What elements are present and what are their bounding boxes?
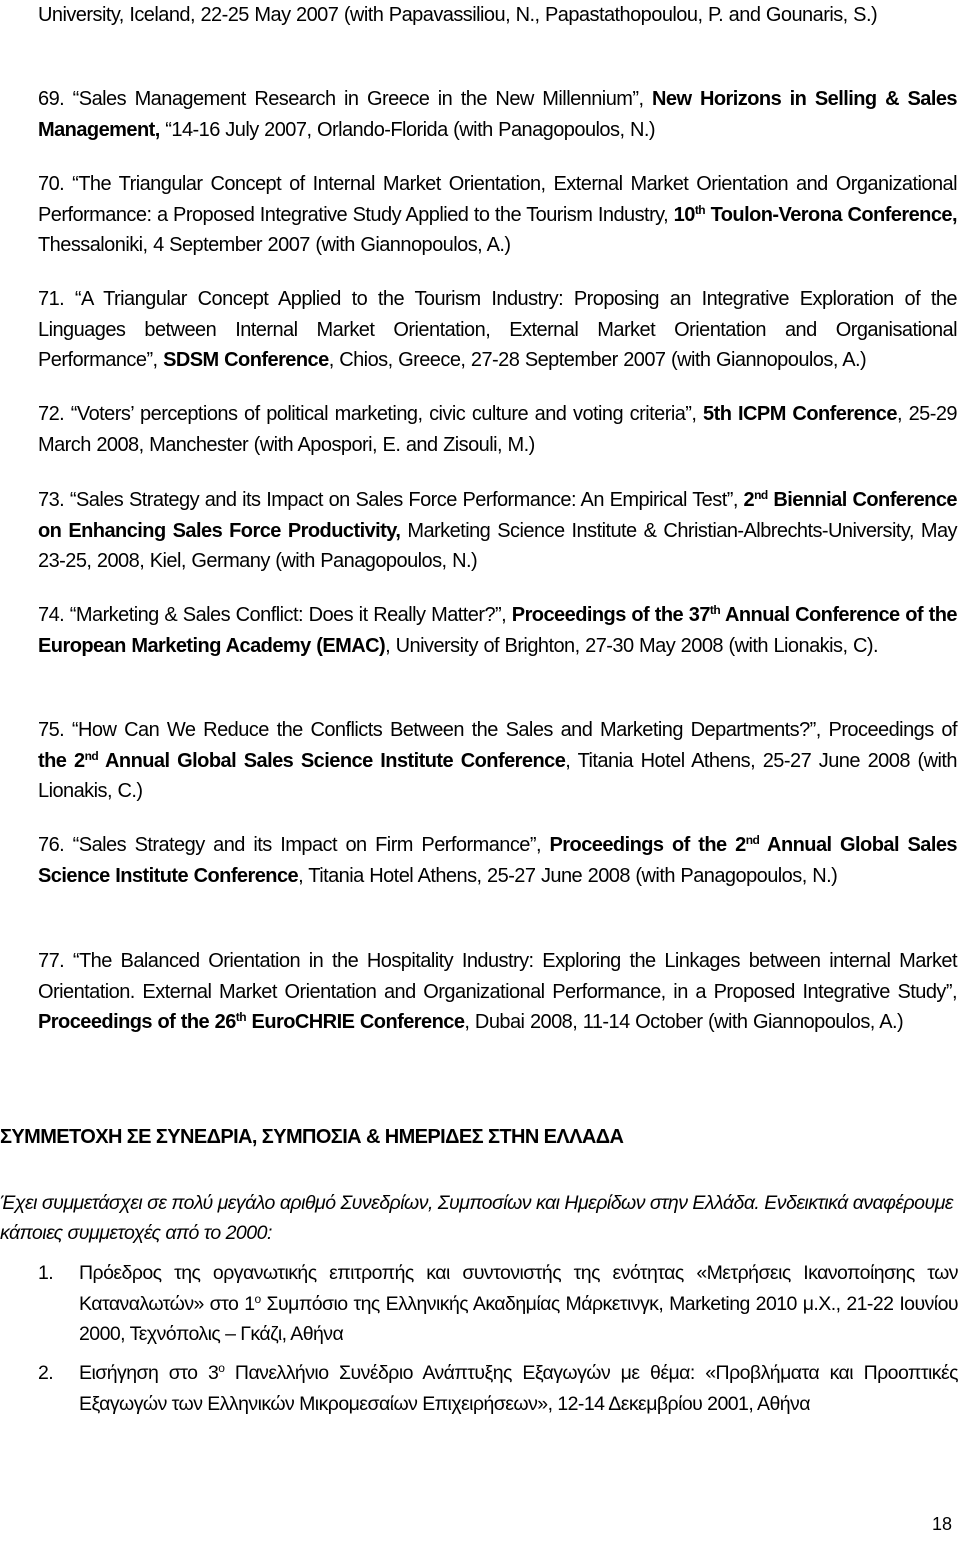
entry-74: 74. “Marketing & Sales Conflict: Does it Really Matter?”, Proceedings of the 37th Annual Conference of the European Marketing Academy (EMAC), University of Brighton, 27-30 May 2008 (with Lionakis, C). <box>38 600 957 661</box>
list-number: 1. <box>38 1262 54 1284</box>
entry-number: 74. <box>38 604 65 626</box>
entry-number: 76. <box>38 834 65 856</box>
section-heading: ΣΥΜΜΕΤΟΧΗ ΣΕ ΣΥΝΕΔΡΙΑ, ΣΥΜΠΟΣΙΑ & ΗΜΕΡΙΔΕΣ ΣΤΗΝ ΕΛΛΑΔΑ <box>0 1126 624 1148</box>
page-number: 18 <box>931 1514 952 1534</box>
entry-number: 77. <box>38 950 65 972</box>
entry-70: 70. “The Triangular Concept of Internal Market Orientation, External Market Orientation and Organizational Performance: a Proposed Integrative Study Applied to the Tourism Industry, 10th Toulon-Verona Conference, Thessaloniki, 4 September 2007 (with Giannopoulos, A.) <box>38 169 957 261</box>
entry-number: 69. <box>38 88 65 110</box>
greek-list-item-1: 1. Πρόεδρος της οργανωτικής επιτροπής και συντονιστής της ενότητας «Μετρήσεις Ικανοποίησης των Καταναλωτών» στο $1^o$ Συμπόσιο της Ελληνικής Ακαδημίας Μάρκετινγκ, Marketing 2010 μ.Χ., 21-22 Ιουνίου 2000, Τεχνόπολις – Γκάζι, Αθήνα <box>79 1258 958 1350</box>
entry-number: 73. <box>38 489 65 511</box>
entry-71: 71. “A Triangular Concept Applied to the Tourism Industry: Proposing an Integrative Exploration of the Linguages between Internal Market Orientation, External Market Orientation and Organisational Performance”, SDSM Conference, Chios, Greece, 27-28 September 2007 (with Giannopoulos, A.) <box>38 284 957 376</box>
entry-72: 72. “Voters’ perceptions of political marketing, civic culture and voting criteria”, 5th ICPM Conference, 25-29 March 2008, Manchester (with Apospori, E. and Zisouli, M.) <box>38 399 957 460</box>
entry-number: 70. <box>38 173 65 195</box>
entry-77: 77. “The Balanced Orientation in the Hospitality Industry: Exploring the Linkages between internal Market Orientation. External Market Orientation and Organizational Performance, in a Proposed Integrative Study”, Proceedings of the 26th EuroCHRIE Conference, Dubai 2008, 11-14 October (with Giannopoulos, A.) <box>38 946 957 1038</box>
list-number: 2. <box>38 1362 54 1384</box>
greek-list-item-2: 2. Εισήγηση στο $3^o$ Πανελλήνιο Συνέδριο Ανάπτυξης Εξαγωγών με θέμα: «Προβλήματα και Προοπτικές Εξαγωγών των Ελληνικών Μικρομεσαίων Επιχειρήσεων», 12-14 Δεκεμβρίου 2001, Αθήνα <box>79 1358 958 1419</box>
entry-73: 73. “Sales Strategy and its Impact on Sales Force Performance: An Empirical Test”, 2nd Biennial Conference on Enhancing Sales Force Productivity, Marketing Science Institute & Christian-Albrechts-University, May 23-25, 2008, Kiel, Germany (with Panagopoulos, N.) <box>38 485 957 577</box>
section-intro: Έχει συμμετάσχει σε πολύ μεγάλο αριθμό Συνεδρίων, Συμποσίων και Ημερίδων στην Ελλάδα. Ενδεικτικά αναφέρουμε κάποιες συμμετοχές από το 2000: <box>0 1192 953 1244</box>
entry-76: 76. “Sales Strategy and its Impact on Firm Performance”, Proceedings of the 2nd Annual Global Sales Science Institute Conference, Titania Hotel Athens, 25-27 June 2008 (with Panagopoulos, N.) <box>38 830 957 891</box>
entry-69: 69. “Sales Management Research in Greece in the New Millennium”, New Horizons in Selling & Sales Management, “14-16 July 2007, Orlando-Florida (with Panagopoulos, N.) <box>38 84 957 145</box>
top-fragment: University, Iceland, 22-25 May 2007 (with Papavassiliou, N., Papastathopoulou, P. and Gounaris, S.) <box>38 4 878 26</box>
entry-number: 75. <box>38 719 65 741</box>
entry-75: 75. “How Can We Reduce the Conflicts Between the Sales and Marketing Departments?”, Proceedings of the 2nd Annual Global Sales Science Institute Conference, Titania Hotel Athens, 25-27 June 2008 (with Lionakis, C.) <box>38 715 957 807</box>
entry-number: 71. <box>38 288 65 310</box>
entry-number: 72. <box>38 403 65 425</box>
